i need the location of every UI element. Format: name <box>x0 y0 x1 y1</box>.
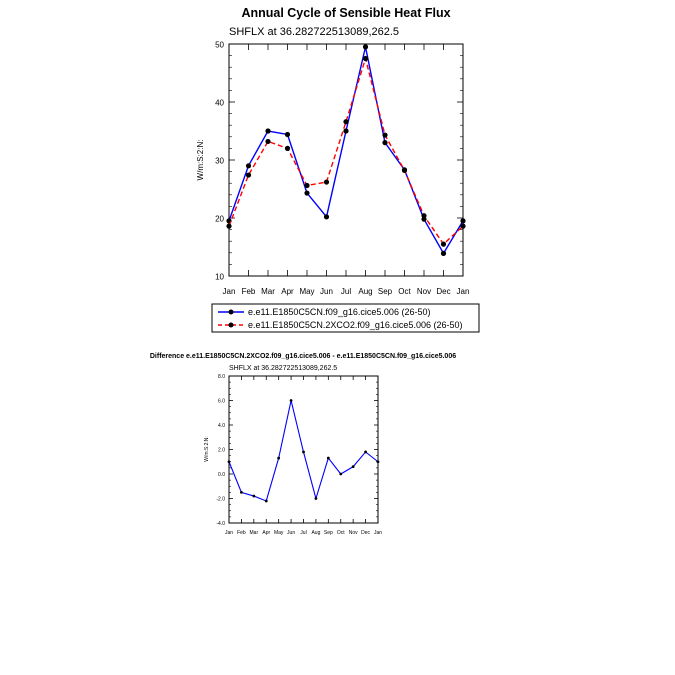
x-tick-label: Jun <box>320 287 333 296</box>
y-tick-label: 8.0 <box>218 374 225 380</box>
x-tick-label: Jan <box>222 287 236 296</box>
data-point-series-2 <box>304 183 309 188</box>
y-tick-label: 10 <box>215 272 224 282</box>
diff-chart-title: Difference e.e11.E1850C5CN.2XCO2.f09_g16.cice5.006 - e.e11.E1850C5CN.f09_g16.cice5.006 <box>149 353 457 360</box>
x-tick-label: Feb <box>237 530 246 536</box>
data-point-series-1 <box>377 460 380 463</box>
y-axis-label: W/m:S:2:N: <box>196 139 205 181</box>
data-point-series-1 <box>265 128 270 133</box>
data-point-series-2 <box>363 56 368 61</box>
data-point-series-1 <box>441 251 446 256</box>
y-tick-label: 2.0 <box>218 447 225 454</box>
data-point-series-2 <box>285 146 290 151</box>
chart-title: Annual Cycle of Sensible Heat Flux <box>241 6 451 20</box>
data-point-series-2 <box>226 224 231 229</box>
y-tick-label: -2.0 <box>216 496 225 503</box>
y-tick-label: 20 <box>215 214 224 224</box>
data-point-series-2 <box>402 168 407 173</box>
diff-chart-subtitle: SHFLX at 36.282722513089,262.5 <box>229 365 338 372</box>
data-point-series-1 <box>285 132 290 137</box>
x-tick-label: Apr <box>262 530 271 536</box>
x-tick-label: Jan <box>373 530 383 536</box>
series-line-2 <box>229 59 463 245</box>
data-point-series-1 <box>327 457 330 460</box>
x-tick-label: Oct <box>398 287 411 296</box>
x-tick-label: Jan <box>224 530 234 536</box>
data-point-series-1 <box>382 140 387 145</box>
data-point-series-1 <box>363 44 368 49</box>
data-point-series-1 <box>246 163 251 168</box>
difference-chart <box>150 353 456 536</box>
x-tick-label: Sep <box>377 287 393 296</box>
x-tick-label: Aug <box>358 287 373 296</box>
data-point-series-1 <box>352 465 355 468</box>
x-tick-label: Sep <box>323 530 333 536</box>
legend <box>212 304 479 332</box>
x-tick-label: Oct <box>336 530 345 536</box>
x-tick-label: Nov <box>416 287 432 296</box>
data-point-series-1 <box>240 491 243 494</box>
x-tick-label: Dec <box>361 530 371 536</box>
data-point-series-1 <box>339 473 342 476</box>
x-tick-label: Dec <box>436 287 451 296</box>
x-tick-label: Mar <box>261 287 275 296</box>
x-tick-label: Jan <box>456 287 470 296</box>
y-tick-label: 6.0 <box>218 398 225 405</box>
data-point-series-2 <box>246 172 251 177</box>
x-tick-label: May <box>273 530 284 536</box>
data-point-series-1 <box>343 128 348 133</box>
x-tick-label: Mar <box>249 530 259 536</box>
data-point-series-1 <box>228 460 231 463</box>
plot-frame <box>229 44 463 276</box>
data-point-series-2 <box>382 132 387 137</box>
data-point-series-1 <box>460 218 465 223</box>
y-tick-label: 40 <box>215 98 224 108</box>
data-point-series-1 <box>304 190 309 195</box>
data-point-series-2 <box>460 224 465 229</box>
y-tick-label: 0.0 <box>218 472 225 478</box>
diff-plot-frame <box>229 376 378 523</box>
data-point-series-1 <box>277 457 280 460</box>
legend-entry-series-1: e.e11.E1850C5CN.f09_g16.cice5.006 (26-50) <box>248 307 431 317</box>
data-point-series-2 <box>324 179 329 184</box>
x-tick-label: Feb <box>241 287 256 296</box>
x-tick-label: Nov <box>348 530 358 536</box>
annual-cycle-chart <box>196 6 479 332</box>
x-tick-label: Apr <box>281 287 294 296</box>
y-tick-label: -4.0 <box>216 521 225 527</box>
x-tick-label: Jun <box>287 530 296 536</box>
data-point-series-2 <box>265 139 270 144</box>
x-tick-label: Aug <box>311 530 321 536</box>
diff-y-axis-label: W/m:S:2:N: <box>204 436 210 462</box>
data-point-series-1 <box>364 451 367 454</box>
data-point-series-1 <box>290 399 293 402</box>
data-point-series-1 <box>252 495 255 498</box>
data-point-series-2 <box>421 213 426 218</box>
y-tick-label: 30 <box>215 156 224 166</box>
x-tick-label: Jul <box>300 530 307 536</box>
data-point-series-1 <box>302 451 305 454</box>
x-tick-label: May <box>299 287 315 296</box>
data-point-series-1 <box>324 214 329 219</box>
data-point-series-1 <box>265 500 268 503</box>
data-point-series-1 <box>315 497 318 500</box>
x-tick-label: Jul <box>340 287 352 296</box>
legend-marker-series-2 <box>229 323 234 328</box>
chart-subtitle: SHFLX at 36.282722513089,262.5 <box>229 26 400 38</box>
legend-marker-series-1 <box>229 310 234 315</box>
y-tick-label: 4.0 <box>218 423 225 429</box>
data-point-series-2 <box>343 119 348 124</box>
y-tick-label: 50 <box>215 40 224 50</box>
data-point-series-2 <box>441 242 446 247</box>
legend-entry-series-2: e.e11.E1850C5CN.2XCO2.f09_g16.cice5.006 (26-50) <box>248 320 463 330</box>
